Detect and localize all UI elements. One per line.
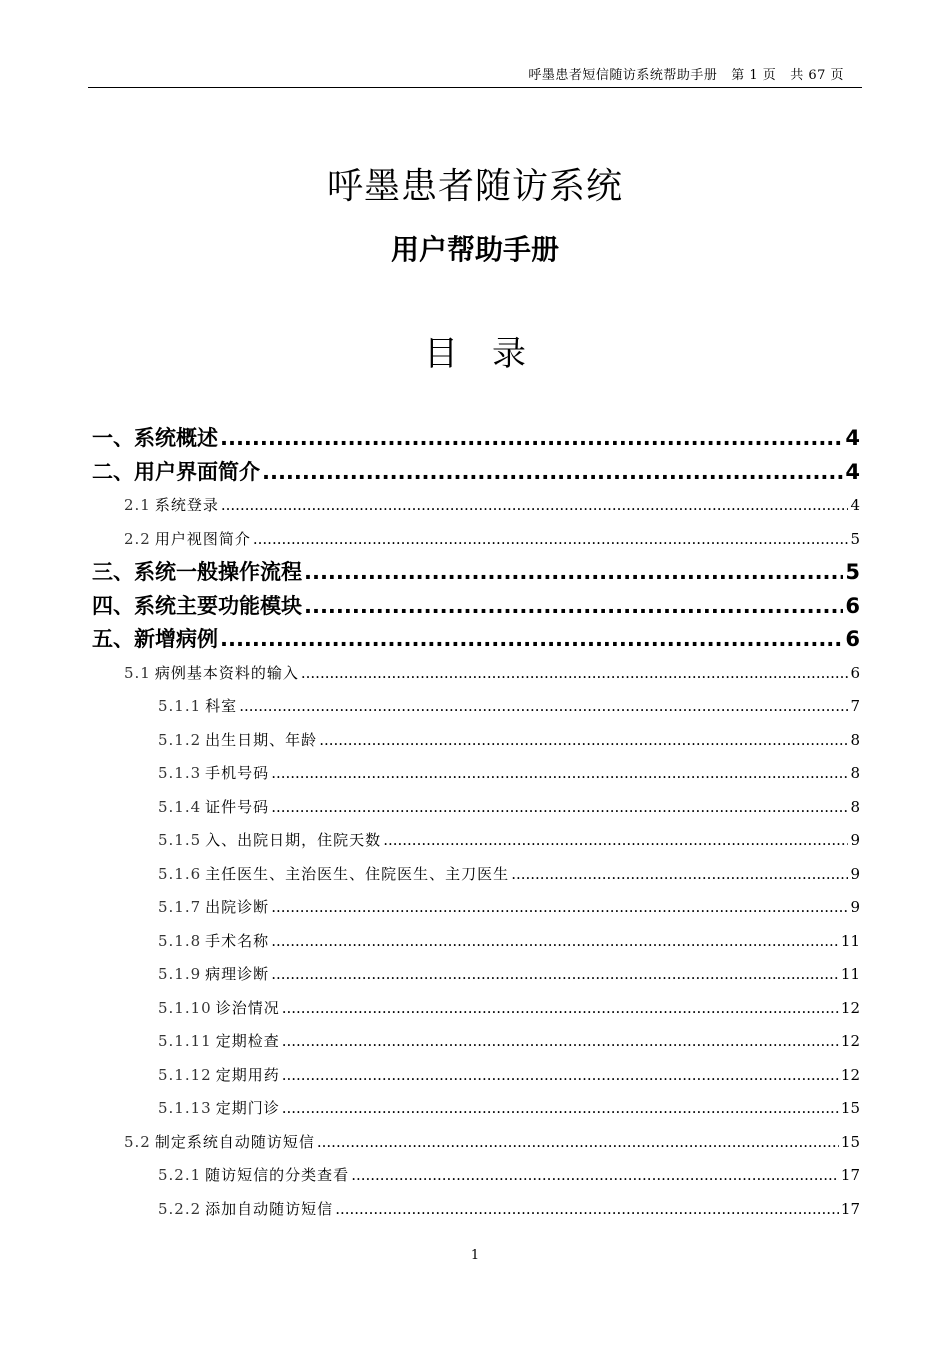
toc-entry-label: 添加自动随访短信 xyxy=(205,1199,334,1218)
toc-dot-leader xyxy=(221,489,849,523)
toc-dot-leader xyxy=(304,556,843,590)
header-doc-title: 呼墨患者短信随访系统帮助手册 xyxy=(528,68,718,83)
toc-entry-page: 12 xyxy=(840,998,860,1017)
toc-entry-number: 2.2 xyxy=(124,529,151,548)
toc-entry-number: 5.1.13 xyxy=(158,1099,212,1117)
toc-entry-label: 手机号码 xyxy=(205,764,270,782)
toc-entry-number: 5.1.5 xyxy=(158,831,202,849)
toc-entry-page: 8 xyxy=(850,797,860,816)
toc-heading: 目 录 xyxy=(424,334,526,374)
toc-entry-page: 9 xyxy=(850,898,860,916)
toc-entry[interactable] xyxy=(92,623,860,657)
toc-entry-number: 5.2.2 xyxy=(158,1199,202,1218)
toc-entry[interactable] xyxy=(92,590,860,624)
toc-dot-leader xyxy=(319,724,848,758)
toc-entry[interactable] xyxy=(92,1025,860,1059)
toc-entry-label: 随访短信的分类查看 xyxy=(205,1166,350,1184)
toc-entry-label: 定期门诊 xyxy=(215,1099,280,1117)
toc-entry[interactable] xyxy=(92,1126,860,1160)
toc-dot-leader xyxy=(335,1193,839,1227)
toc-entry[interactable] xyxy=(92,1059,860,1093)
toc-entry-number: 5.1.4 xyxy=(158,797,202,816)
toc-entry-page: 11 xyxy=(840,965,860,983)
toc-dot-leader xyxy=(271,757,848,791)
toc-entry-label: 二、用户界面简介 xyxy=(92,459,260,484)
toc-entry-number: 5.1.3 xyxy=(158,764,202,782)
toc-entry-label: 出生日期、年龄 xyxy=(205,730,318,749)
toc-entry-page: 5 xyxy=(845,560,860,584)
toc-entry-number: 5.2.1 xyxy=(158,1166,202,1184)
toc-dot-leader xyxy=(282,992,839,1026)
toc-entry-page: 4 xyxy=(850,496,860,514)
toc-entry-label: 主任医生、主治医生、住院医生、主刀医生 xyxy=(205,864,510,883)
toc-entry-page: 9 xyxy=(850,831,860,849)
toc-dot-leader xyxy=(271,791,848,825)
toc-entry-number: 2.1 xyxy=(124,496,151,514)
toc-entry[interactable] xyxy=(92,556,860,590)
toc-entry[interactable] xyxy=(92,1193,860,1227)
toc-entry-page: 9 xyxy=(850,864,860,883)
toc-dot-leader xyxy=(282,1025,839,1059)
toc-entry[interactable] xyxy=(92,657,860,691)
toc-entry-page: 4 xyxy=(845,459,860,484)
toc-entry[interactable] xyxy=(92,456,860,490)
toc-entry-number: 5.1.9 xyxy=(158,965,202,983)
toc-entry[interactable] xyxy=(92,489,860,523)
toc-dot-leader xyxy=(282,1092,839,1126)
toc-entry-number: 5.1.8 xyxy=(158,931,202,950)
toc-entry-label: 病理诊断 xyxy=(205,965,270,983)
toc-entry-label: 制定系统自动随访短信 xyxy=(154,1132,315,1151)
toc-entry-label: 三、系统一般操作流程 xyxy=(92,560,302,584)
page-number: 1 xyxy=(470,1248,480,1263)
toc-entry-page: 6 xyxy=(845,593,860,618)
toc-entry-label: 定期用药 xyxy=(215,1065,280,1084)
toc-entry-page: 15 xyxy=(840,1099,860,1117)
toc-dot-leader xyxy=(271,958,839,992)
document-subtitle: 用户帮助手册 xyxy=(390,233,559,266)
toc-dot-leader xyxy=(282,1059,839,1093)
toc-entry-label: 入、出院日期，住院天数 xyxy=(205,831,382,849)
toc-entry-label: 系统登录 xyxy=(154,496,219,514)
toc-entry-page: 6 xyxy=(845,627,860,651)
toc-entry-page: 7 xyxy=(850,697,860,715)
toc-dot-leader xyxy=(239,690,848,724)
toc-entry-number: 5.1.12 xyxy=(158,1065,212,1084)
toc-entry-page: 15 xyxy=(840,1132,860,1151)
toc-entry[interactable] xyxy=(92,958,860,992)
toc-dot-leader xyxy=(317,1126,839,1160)
toc-dot-leader xyxy=(271,925,839,959)
toc-dot-leader xyxy=(383,824,848,858)
toc-entry-page: 5 xyxy=(850,529,860,548)
toc-entry-number: 5.1.10 xyxy=(158,998,212,1017)
toc-entry-page: 17 xyxy=(840,1166,860,1184)
toc-dot-leader xyxy=(220,422,843,456)
toc-entry-number: 5.1.6 xyxy=(158,864,202,883)
toc-entry[interactable] xyxy=(92,925,860,959)
document-title: 呼墨患者随访系统 xyxy=(326,166,623,207)
toc-entry[interactable] xyxy=(92,858,860,892)
page-header xyxy=(88,66,862,88)
toc-entry[interactable] xyxy=(92,791,860,825)
toc-entry-label: 证件号码 xyxy=(205,797,270,816)
toc-entry-page: 8 xyxy=(850,730,860,749)
toc-entry[interactable] xyxy=(92,757,860,791)
toc-entry-number: 5.1.2 xyxy=(158,730,202,749)
toc-entry-page: 8 xyxy=(850,764,860,782)
toc-dot-leader xyxy=(220,623,843,657)
toc-dot-leader xyxy=(271,891,848,925)
toc-entry[interactable] xyxy=(92,1159,860,1193)
toc-entry[interactable] xyxy=(92,824,860,858)
toc-entry[interactable] xyxy=(92,891,860,925)
toc-entry[interactable] xyxy=(92,690,860,724)
toc-entry-label: 定期检查 xyxy=(215,1032,280,1050)
toc-dot-leader xyxy=(253,523,849,557)
toc-entry[interactable] xyxy=(92,992,860,1026)
toc-entry-number: 5.1.7 xyxy=(158,898,202,916)
toc-entry-page: 17 xyxy=(840,1199,860,1218)
header-page-label: 第 1 页 xyxy=(731,68,777,83)
toc-entry-number: 5.1.1 xyxy=(158,697,202,715)
toc-entry[interactable] xyxy=(92,422,860,456)
toc-dot-leader xyxy=(262,456,843,490)
toc-entry-label: 四、系统主要功能模块 xyxy=(92,593,302,618)
toc-entry[interactable] xyxy=(92,1092,860,1126)
toc-entry[interactable] xyxy=(92,523,860,557)
toc-entry-number: 5.2 xyxy=(124,1132,151,1151)
toc-entry-page: 12 xyxy=(840,1032,860,1050)
table-of-contents xyxy=(92,422,860,1226)
header-total-label: 共 67 页 xyxy=(790,68,844,83)
toc-entry-number: 5.1 xyxy=(124,663,151,682)
toc-entry-label: 病例基本资料的输入 xyxy=(154,663,299,682)
toc-entry-page: 11 xyxy=(840,931,860,950)
toc-entry-label: 用户视图简介 xyxy=(154,529,251,548)
toc-dot-leader xyxy=(304,590,843,624)
toc-entry-label: 出院诊断 xyxy=(205,898,270,916)
toc-entry-page: 4 xyxy=(845,426,860,450)
toc-entry-label: 五、新增病例 xyxy=(92,627,218,651)
toc-dot-leader xyxy=(511,858,848,892)
toc-entry-page: 6 xyxy=(850,663,860,682)
toc-entry-label: 诊治情况 xyxy=(215,998,280,1017)
toc-entry-label: 一、系统概述 xyxy=(92,426,218,450)
toc-dot-leader xyxy=(351,1159,839,1193)
toc-dot-leader xyxy=(301,657,849,691)
toc-entry-page: 12 xyxy=(840,1065,860,1084)
toc-entry[interactable] xyxy=(92,724,860,758)
toc-entry-number: 5.1.11 xyxy=(158,1032,212,1050)
toc-entry-label: 手术名称 xyxy=(205,931,270,950)
toc-entry-label: 科室 xyxy=(205,697,238,715)
